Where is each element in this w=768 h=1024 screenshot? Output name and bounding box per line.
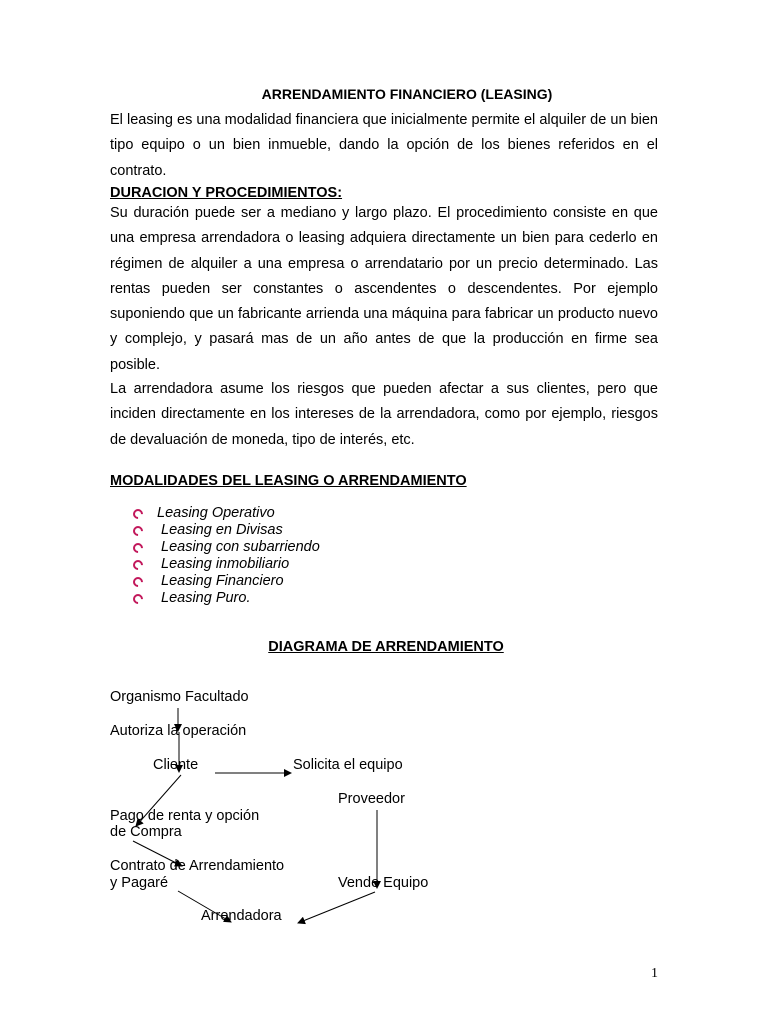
list-item: Leasing Financiero <box>133 573 320 590</box>
arrow-vende-to-arrendadora <box>298 892 375 923</box>
diagram-node-contrato-line2: y Pagaré <box>110 875 169 891</box>
diagram-node-vende: Vende Equipo <box>338 875 429 891</box>
diagram-heading: DIAGRAMA DE ARRENDAMIENTO <box>268 639 504 655</box>
intro-paragraph: El leasing es una modalidad financiera que inicialmente permite el alquiler de un bien tipo equipo o un bien inmueble, dando la opción de los bienes referidos en el contrato. <box>110 112 658 179</box>
diagram-node-proveedor: Proveedor <box>338 791 405 807</box>
riesgos-paragraph: La arrendadora asume los riesgos que pueden afectar a sus clientes, pero que inciden directamente en los intereses de la arrendadora, como por ejemplo, riesgos de devaluación de moneda, tipo de interés, etc. <box>110 381 658 448</box>
list-item: Leasing en Divisas <box>133 522 320 539</box>
arrow-cliente-to-pago <box>136 775 181 826</box>
diagram-node-contrato-line1: Contrato de Arrendamiento <box>110 858 285 874</box>
section-heading-duracion: DURACION Y PROCEDIMIENTOS: <box>110 185 343 201</box>
list-item: Leasing inmobiliario <box>133 556 320 573</box>
list-item: Leasing con subarriendo <box>133 539 320 556</box>
list-item: Leasing Puro. <box>133 590 320 607</box>
diagram-node-cliente: Cliente <box>153 757 199 773</box>
list-item: Leasing Operativo <box>133 505 320 522</box>
diagram-node-pago-line1: Pago de renta y opción <box>110 808 260 824</box>
diagram-node-organismo: Organismo Facultado <box>110 689 249 705</box>
page-number: 1 <box>651 966 658 981</box>
diagram-node-pago-line2: de Compra <box>110 824 182 840</box>
diagram-node-arrendadora: Arrendadora <box>201 908 282 924</box>
arrow-contrato-to-arrendadora <box>178 891 231 922</box>
document-title: ARRENDAMIENTO FINANCIERO (LEASING) <box>261 86 553 102</box>
diagram-node-solicita: Solicita el equipo <box>293 757 403 773</box>
diagram-node-autoriza: Autoriza la operación <box>110 723 247 739</box>
duracion-paragraph: Su duración puede ser a mediano y largo plazo. El procedimiento consiste en que una empresa arrendadora o leasing adquiera directamente un bien para cederlo en régimen de alquiler a una empresa o arrendatario por un precio determinado. Las rentas pueden ser constantes o ascendentes o descendentes. Por ejemplo suponiendo que un fabricante arrienda una máquina para fabricar un producto nuevo y complejo, y pasará mas de un año antes de que la producción en firme sea posible. <box>110 205 658 373</box>
arrow-pago-to-contrato <box>133 841 182 866</box>
section-heading-modalidades: MODALIDADES DEL LEASING O ARRENDAMIENTO <box>110 473 467 489</box>
